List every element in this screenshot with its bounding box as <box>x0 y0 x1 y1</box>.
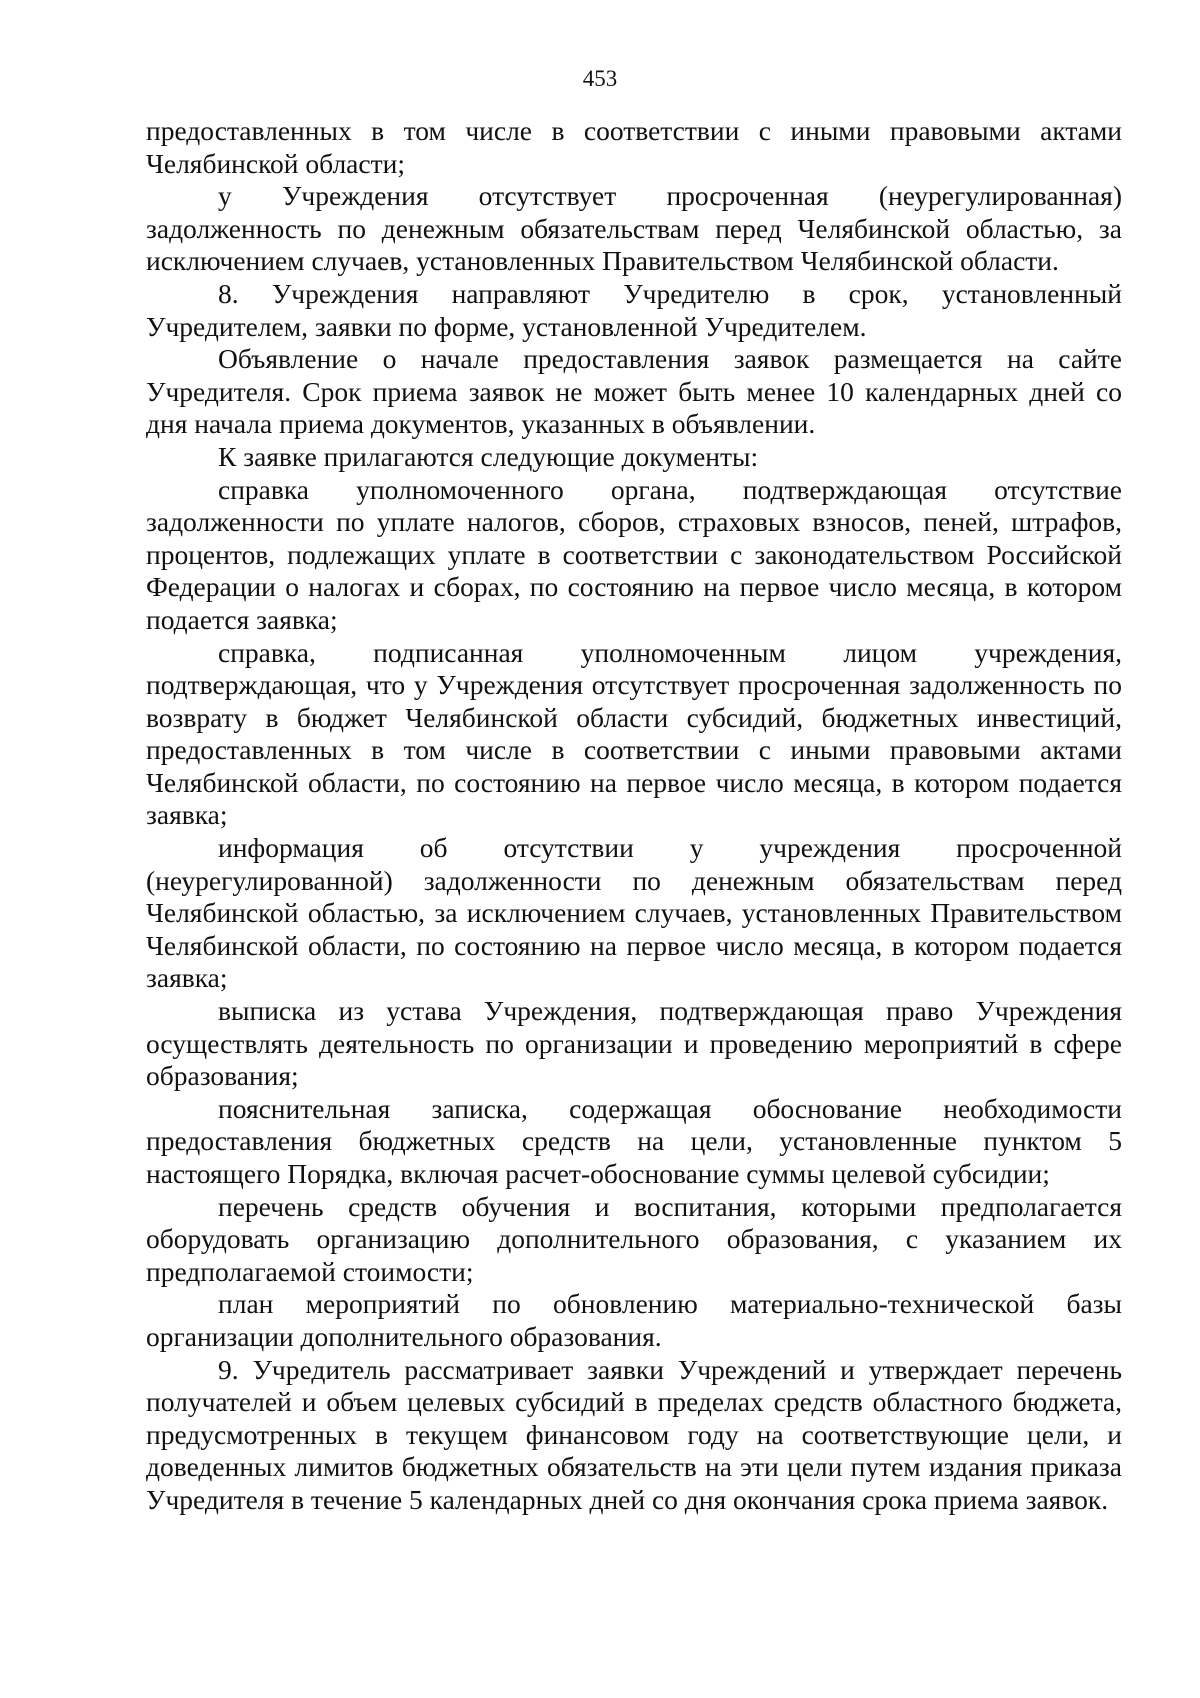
paragraph: 9. Учредитель рассматривает заявки Учреждений и утверждает перечень получателей и объем целевых субсидий в пределах средств областного бюджета, предусмотренных в текущем финансовом году на соответствующие цели, и доведенных лимитов бюджетных обязательств на эти цели путем издания приказа Учредителя в течение 5 календарных дней со дня окончания срока приема заявок. <box>146 1353 1122 1515</box>
paragraph: информация об отсутствии у учреждения просроченной (неурегулированной) задолженности по денежным обязательствам перед Челябинской областью, за исключением случаев, установленных Правительством Челябинской области, по состоянию на первое число месяца, в котором подается заявка; <box>146 832 1122 994</box>
paragraph: выписка из устава Учреждения, подтверждающая право Учреждения осуществлять деятельность по организации и проведению мероприятий в сфере образования; <box>146 995 1122 1092</box>
paragraph: справка уполномоченного органа, подтверждающая отсутствие задолженности по уплате налогов, сборов, страховых взносов, пеней, штрафов, процентов, подлежащих уплате в соответствии с законодательством Российской Федерации о налогах и сборах, по состоянию на первое число месяца, в котором подается заявка; <box>146 473 1122 635</box>
paragraph: 8. Учреждения направляют Учредителю в срок, установленный Учредителем, заявки по форме, установленной Учредителем. <box>146 277 1122 342</box>
page-number: 453 <box>582 66 618 91</box>
paragraph: пояснительная записка, содержащая обоснование необходимости предоставления бюджетных средств на цели, установленные пунктом 5 настоящего Порядка, включая расчет-обоснование суммы целевой субсидии; <box>146 1092 1122 1189</box>
paragraph: предоставленных в том числе в соответствии с иными правовыми актами Челябинской области; <box>146 115 1122 179</box>
paragraph: справка, подписанная уполномоченным лицом учреждения, подтверждающая, что у Учреждения отсутствует просроченная задолженность по возврату в бюджет Челябинской области субсидий, бюджетных инвестиций, предоставленных в том числе в соответствии с иными правовыми актами Челябинской области, по состоянию на первое число месяца, в котором подается заявка; <box>146 636 1122 831</box>
paragraph: у Учреждения отсутствует просроченная (неурегулированная) задолженность по денежным обязательствам перед Челябинской областью, за исключением случаев, установленных Правительством Челябинской области. <box>146 180 1122 277</box>
paragraph: перечень средств обучения и воспитания, которыми предполагается оборудовать организацию дополнительного образования, с указанием их предполагаемой стоимости; <box>146 1190 1122 1287</box>
paragraph: К заявке прилагаются следующие документы: <box>218 440 759 472</box>
paragraph: Объявление о начале предоставления заявок размещается на сайте Учредителя. Срок приема заявок не может быть менее 10 календарных дней со дня начала приема документов, указанных в объявлении. <box>146 343 1122 440</box>
paragraph: план мероприятий по обновлению материально-технической базы организации дополнительного образования. <box>146 1288 1122 1352</box>
document-body <box>146 115 1122 1517</box>
